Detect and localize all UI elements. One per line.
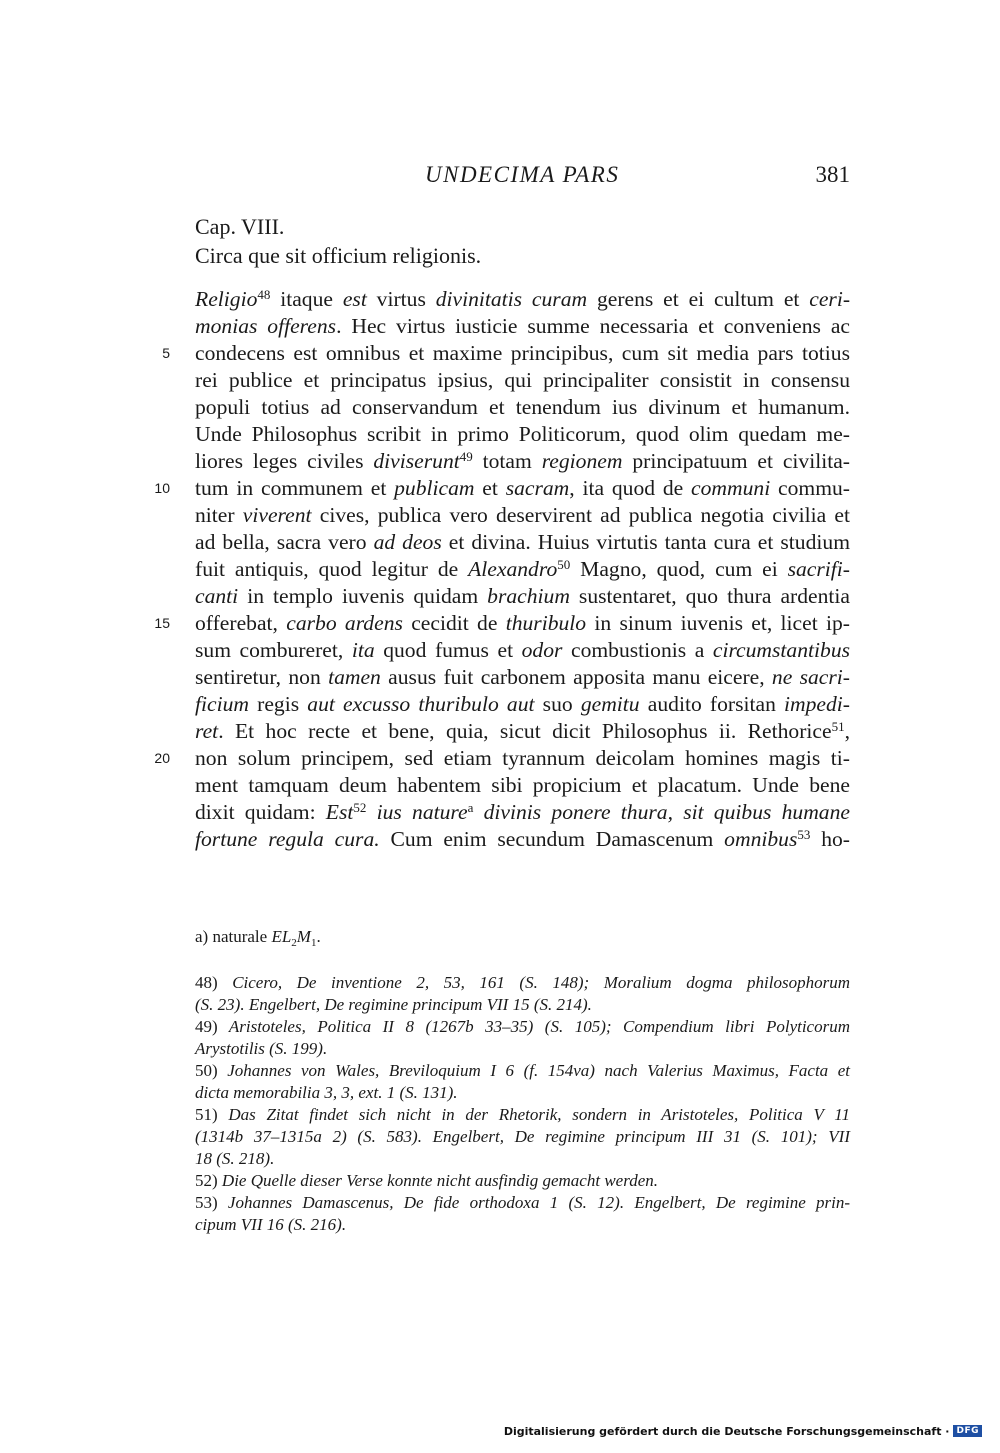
footnote-line: Arystotilis (S. 199). (195, 1039, 328, 1058)
chapter-title: Circa que sit officium religionis. (195, 243, 482, 268)
running-head (195, 162, 850, 194)
text-line: fuit antiquis, quod legitur de Alexandro$^{50}$ Magno, quod, cum ei sacrifi- (195, 557, 850, 581)
text-line: offerebat, carbo ardens cecidit de thuribulo in sinum iuvenis et, licet ip- (195, 611, 850, 635)
footnote-line: 51) Das Zitat findet sich nicht in der Rhetorik, sondern in Aristoteles, Politica V 11 (195, 1105, 850, 1124)
line-number: 20 (154, 750, 170, 766)
footnote-line: (1314b 37–1315a 2) (S. 583). Engelbert, De regimine principum III 31 (S. 101); VII (195, 1127, 850, 1146)
text-line: liores leges civiles diviserunt$^{49}$ totam regionem principatuum et civilita- (195, 449, 850, 473)
footnote-line: cipum VII 16 (S. 216). (195, 1215, 347, 1234)
text-line: canti in templo iuvenis quidam brachium sustentaret, quo thura ardentia (195, 584, 850, 608)
footnote-line: 52) Die Quelle dieser Verse konnte nicht ausfindig gemacht werden. (195, 1171, 658, 1190)
running-title: UNDECIMA PARS (425, 162, 620, 187)
text-line: sum combureret, ita quod fumus et odor combustionis a circumstantibus (195, 638, 851, 662)
text-line: ret. Et hoc recte et bene, quia, sicut dicit Philosophus ii. Rethorice$^{51}$, (195, 719, 850, 743)
footnotes (195, 972, 850, 1236)
funding-text: Digitalisierung gefördert durch die Deutsche Forschungsgemeinschaft · (503, 1424, 950, 1438)
text-line: rei publice et principatus ipsius, qui principaliter consistit in consensu (195, 368, 850, 392)
text-line: ficium regis aut excusso thuribulo aut suo gemitu audito forsitan impedi- (195, 692, 850, 716)
footnote-line: 50) Johannes von Wales, Breviloquium I 6 (f. 154va) nach Valerius Maximus, Facta et (195, 1061, 850, 1080)
line-number: 5 (162, 345, 170, 361)
text-line: sentiretur, non tamen ausus fuit carbonem apposita manu eicere, ne sacri- (195, 665, 850, 689)
text-line: populi totius ad conservandum et tenendum ius divinum et humanum. (195, 395, 850, 419)
footnote-line: 53) Johannes Damascenus, De fide orthodoxa 1 (S. 12). Engelbert, De regimine prin- (195, 1193, 850, 1212)
text-line: fortune regula cura. Cum enim secundum Damascenum omnibus$^{53}$ ho- (195, 827, 850, 851)
text-line: ad bella, sacra vero ad deos et divina. Huius virtutis tanta cura et studium (195, 530, 850, 554)
page-number: 381 (815, 162, 850, 187)
text-line: condecens est omnibus et maxime principibus, cum sit media pars totius (195, 341, 850, 365)
line-number: 10 (154, 480, 170, 496)
text-line: Unde Philosophus scribit in primo Politicorum, quod olim quedam me- (195, 422, 850, 446)
footnote-line: 48) Cicero, De inventione 2, 53, 161 (S. 148); Moralium dogma philosophorum (195, 973, 850, 992)
line-number: 15 (154, 615, 170, 631)
text-line: ment tamquam deum habentem sibi propicium et placatum. Unde bene (195, 773, 850, 797)
chapter-heading (195, 212, 481, 270)
text-line: tum in communem et publicam et sacram, ita quod de communi commu- (195, 476, 850, 500)
text-line: dixit quidam: Est$^{52}$ ius nature$^a$ divinis ponere thura, sit quibus humane (195, 800, 850, 824)
footnote-line: (S. 23). Engelbert, De regimine principum VII 15 (S. 214). (195, 995, 592, 1014)
text-line: monias offerens. Hec virtus iusticie summe necessaria et conveniens ac (195, 314, 850, 338)
chapter-number: Cap. VIII. (195, 214, 285, 239)
text-line: non solum principem, sed etiam tyrannum deicolam homines magis ti- (195, 746, 850, 770)
dfg-logo: DFG (953, 1425, 982, 1437)
footnote-line: 49) Aristoteles, Politica II 8 (1267b 33–35) (S. 105); Compendium libri Polyticorum (195, 1017, 850, 1036)
footnote-line: dicta memorabilia 3, 3, ext. 1 (S. 131). (195, 1083, 458, 1102)
critical-apparatus: a) naturale $EL_2M_1$. (195, 927, 321, 949)
text-line: niter viverent cives, publica vero deservirent ad publica negotia civilia et (195, 503, 850, 527)
footnote-line: 18 (S. 218). (195, 1149, 275, 1168)
text-line: Religio$^{48}$ itaque est virtus divinitatis curam gerens et ei cultum et ceri- (195, 287, 851, 311)
funding-banner (504, 1423, 982, 1439)
